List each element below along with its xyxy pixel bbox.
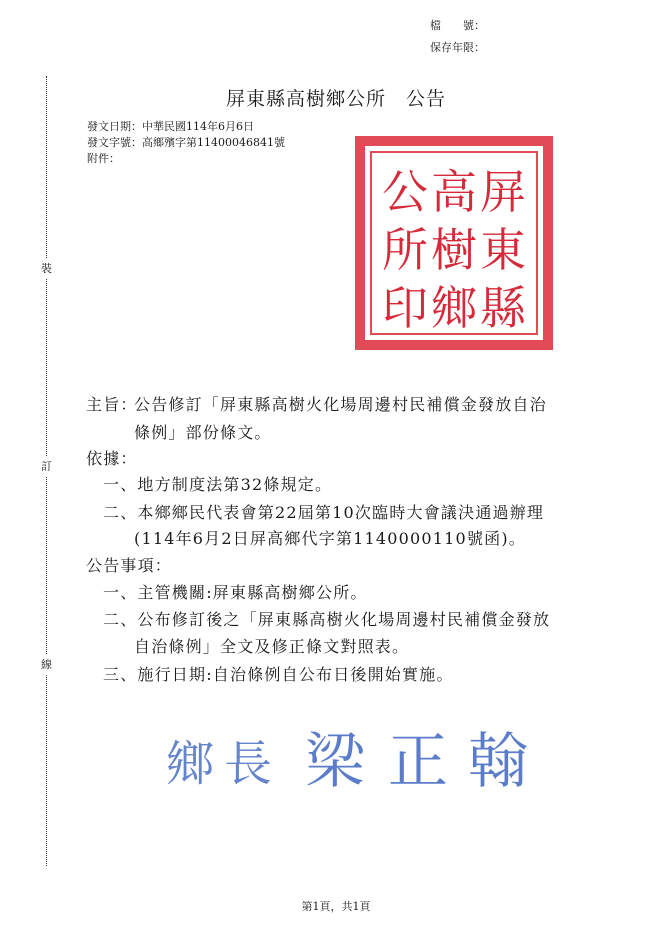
seal-char: 公 <box>382 165 428 219</box>
notice-item-2-cont: 自治條例」全文及修正條文對照表。 <box>134 637 410 656</box>
binding-mark-zhuang: 裝 <box>41 258 52 278</box>
seal-char: 印 <box>382 281 428 335</box>
official-seal <box>355 136 553 350</box>
signature-char: 正 <box>388 727 448 797</box>
seal-char: 屏 <box>480 165 526 219</box>
seal-char: 樹 <box>431 223 477 277</box>
seal-char: 鄉 <box>431 281 477 335</box>
signature-char: 鄉 <box>165 736 215 792</box>
signature-char: 長 <box>223 736 273 792</box>
document-title: 屏東縣高樹鄉公所 公告 <box>225 88 446 110</box>
notice-item-2: 二、公布修訂後之「屏東縣高樹火化場周邊村民補償金發放 <box>103 610 551 629</box>
basis-item-2: 二、本鄉鄉民代表會第22屆第10次臨時大會議決通過辦理 <box>103 503 545 522</box>
seal-char: 所 <box>382 223 428 277</box>
seal-char: 縣 <box>480 281 526 335</box>
subject-label: 主旨： <box>86 395 138 414</box>
seal-char: 東 <box>480 223 526 277</box>
basis-item-2-cont: (114年6月2日屏高鄉代字第1140000110號函)。 <box>134 529 526 548</box>
basis-item-1: 一、地方制度法第32條規定。 <box>103 475 333 494</box>
seal-char: 高 <box>431 165 477 219</box>
page-number: 第1頁，共1頁 <box>301 900 371 913</box>
reference-number: 發文字號：高鄉殯字第11400046841號 <box>87 136 285 149</box>
file-number-label: 檔 號： <box>430 19 485 32</box>
signature-char: 梁 <box>305 727 365 797</box>
retention-period-label: 保存年限： <box>430 41 485 54</box>
notice-item-3: 三、施行日期:自治條例自公布日後開始實施。 <box>103 665 454 684</box>
attachment-label: 附件： <box>87 152 120 165</box>
binding-mark-xian: 線 <box>41 654 52 674</box>
issue-date: 發文日期：中華民國114年6月6日 <box>87 120 254 133</box>
mayor-signature-stamp <box>160 718 540 803</box>
basis-label: 依據： <box>86 449 138 468</box>
signature-char: 翰 <box>468 727 528 797</box>
binding-mark-ding: 訂 <box>41 456 52 476</box>
notice-item-1: 一、主管機關:屏東縣高樹鄉公所。 <box>103 583 368 602</box>
notices-label: 公告事項： <box>86 556 173 575</box>
subject-line-1: 公告修訂「屏東縣高樹火化場周邊村民補償金發放自治 <box>134 395 547 414</box>
subject-line-2: 條例」部份條文。 <box>134 423 272 442</box>
